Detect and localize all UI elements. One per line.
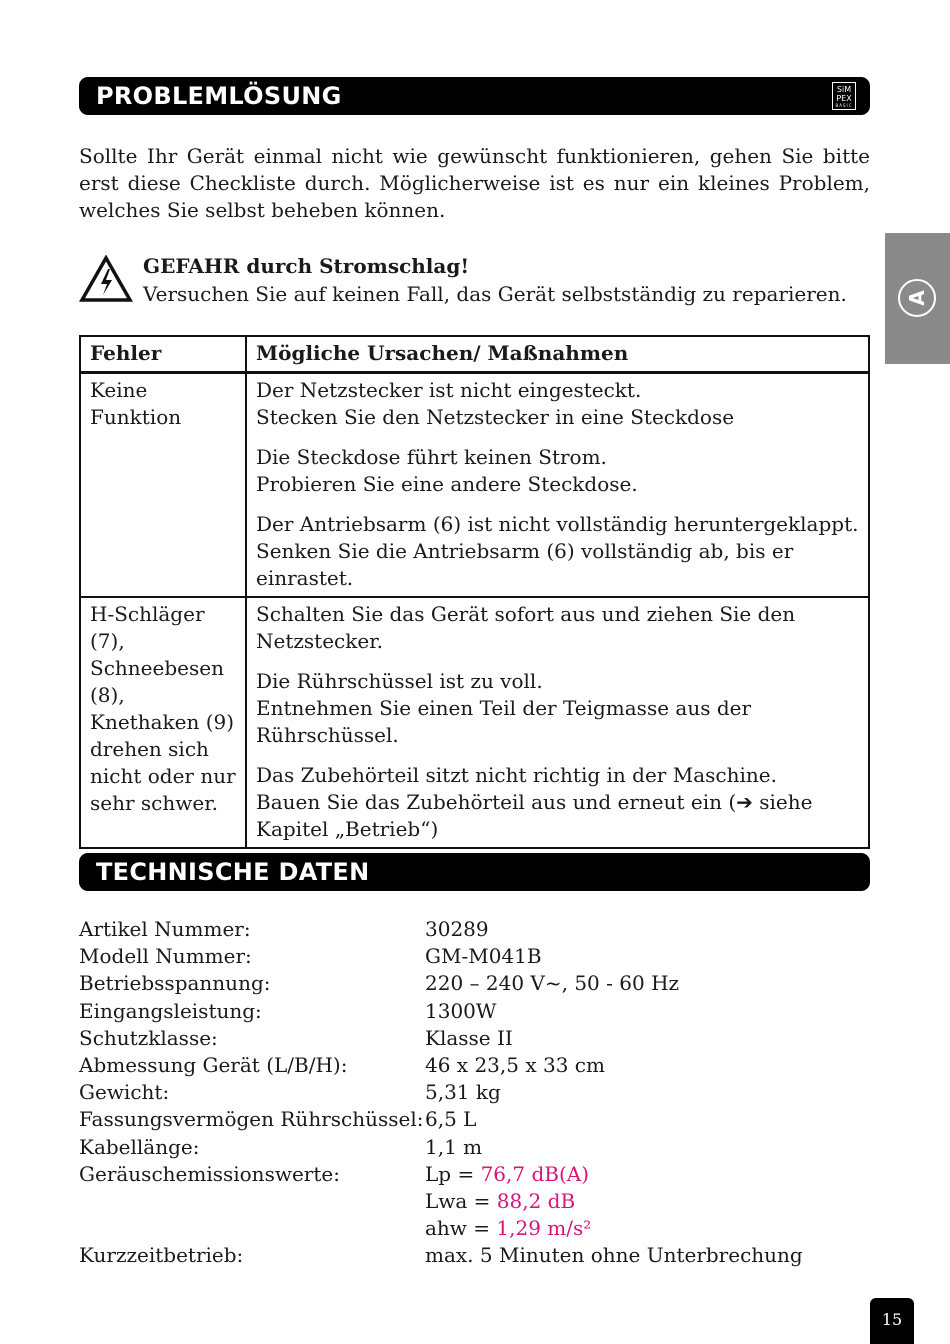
spec-value: Klasse II	[425, 1025, 513, 1050]
cause-item: Das Zubehörteil sitzt nicht richtig in der Maschine. Bauen Sie das Zubehörteil aus und erneut ein (➔ siehe Kapitel „Betrieb“)	[256, 763, 813, 841]
spec-label	[79, 1215, 425, 1242]
highlighted-value: 76,7 dB(A)	[480, 1161, 589, 1186]
spec-value: 46 x 23,5 x 33 cm	[425, 1053, 605, 1078]
spec-row	[79, 998, 870, 1025]
fault-cell: Keine Funktion	[80, 373, 246, 598]
spec-row	[79, 1052, 870, 1079]
spec-value: 1,1 m	[425, 1134, 483, 1159]
spec-value: 6,5 L	[425, 1107, 477, 1132]
spec-row	[79, 1188, 870, 1215]
causes-cell	[246, 597, 869, 848]
spec-value: 30289	[425, 917, 489, 941]
spec-label: Kabellänge:	[79, 1134, 200, 1159]
cause-item: Der Netzstecker ist nicht eingesteckt. Stecken Sie den Netzstecker in eine Steckdose	[256, 378, 735, 429]
spec-row	[79, 1134, 870, 1161]
spec-label: Schutzklasse:	[79, 1025, 218, 1050]
cause-item: Die Rührschüssel ist zu voll. Entnehmen Sie einen Teil der Teigmasse aus der Rührschüssel.	[256, 669, 752, 747]
simpex-basic-logo: SiM PEX BASIC	[832, 82, 856, 110]
spec-value: 1300W	[425, 998, 497, 1023]
fault-cell: H-Schläger (7), Schneebesen (8), Knethaken (9) drehen sich nicht oder nur sehr schwer.	[80, 597, 246, 848]
language-side-tab	[885, 233, 950, 364]
spec-row	[79, 1215, 870, 1242]
technical-data-title: TECHNISCHE DATEN	[96, 858, 370, 886]
page-number: 15	[870, 1298, 914, 1344]
spec-row	[79, 1106, 870, 1133]
spec-label: Artikel Nummer:	[79, 917, 251, 941]
spec-value: ahw = 1,29 m/s²	[425, 1216, 592, 1241]
cause-item: Der Antriebsarm (6) ist nicht vollständig heruntergeklappt. Senken Sie die Antriebsarm (6) vollständig ab, bis er einrastet.	[256, 512, 859, 590]
spec-label	[79, 1188, 425, 1215]
spec-row	[79, 1242, 870, 1269]
causes-cell	[246, 373, 869, 598]
spec-value: GM-M041B	[425, 944, 542, 969]
technical-specs-list	[79, 916, 870, 1270]
spec-row	[79, 1079, 870, 1106]
table-row	[80, 597, 869, 848]
spec-row	[79, 1161, 870, 1188]
spec-label: Kurzzeitbetrieb:	[79, 1243, 244, 1268]
spec-value: 220 – 240 V~, 50 - 60 Hz	[425, 971, 680, 996]
spec-value: Lwa = 88,2 dB	[425, 1189, 576, 1214]
spec-row	[79, 1025, 870, 1052]
spec-row	[79, 970, 870, 997]
table-header-row	[80, 336, 869, 373]
warning-title: GEFAHR durch Stromschlag!	[143, 254, 470, 278]
cause-item: Schalten Sie das Gerät sofort aus und ziehen Sie den Netzstecker.	[256, 602, 796, 653]
spec-value: max. 5 Minuten ohne Unterbrechung	[425, 1243, 803, 1268]
problem-solving-title: PROBLEMLÖSUNG	[96, 82, 342, 110]
header-fault: Fehler	[80, 336, 246, 373]
troubleshooting-table	[79, 335, 870, 849]
technical-data-header	[79, 853, 870, 891]
header-causes: Mögliche Ursachen/ Maßnahmen	[246, 336, 869, 373]
spec-label: Modell Nummer:	[79, 944, 252, 969]
spec-label: Gewicht:	[79, 1080, 170, 1105]
spec-label: Abmessung Gerät (L/B/H):	[79, 1053, 348, 1078]
spec-value: 5,31 kg	[425, 1080, 501, 1105]
side-tab-letter: A	[898, 279, 936, 317]
table-row	[80, 373, 869, 598]
spec-row	[79, 943, 870, 970]
cause-item: Die Steckdose führt keinen Strom. Probieren Sie eine andere Steckdose.	[256, 445, 638, 496]
warning-text: Versuchen Sie auf keinen Fall, das Gerät selbstständig zu reparieren.	[143, 282, 847, 306]
spec-label: Fassungsvermögen Rührschüssel:	[79, 1107, 424, 1132]
spec-label: Eingangsleistung:	[79, 998, 262, 1023]
warning-block	[143, 252, 847, 308]
spec-label: Geräuschemissionswerte:	[79, 1161, 340, 1186]
problem-solving-header	[79, 77, 870, 115]
spec-value: Lp = 76,7 dB(A)	[425, 1161, 589, 1186]
highlighted-value: 88,2 dB	[496, 1189, 576, 1214]
spec-label: Betriebsspannung:	[79, 971, 271, 996]
spec-row	[79, 916, 870, 943]
intro-paragraph: Sollte Ihr Gerät einmal nicht wie gewünscht funktionieren, gehen Sie bitte erst diese Checkliste durch. Möglicherweise ist es nur ein kleines Problem, welches Sie selbst beheben können.	[79, 144, 870, 222]
electric-shock-warning-icon	[79, 255, 133, 303]
highlighted-value: 1,29 m/s²	[496, 1216, 592, 1241]
